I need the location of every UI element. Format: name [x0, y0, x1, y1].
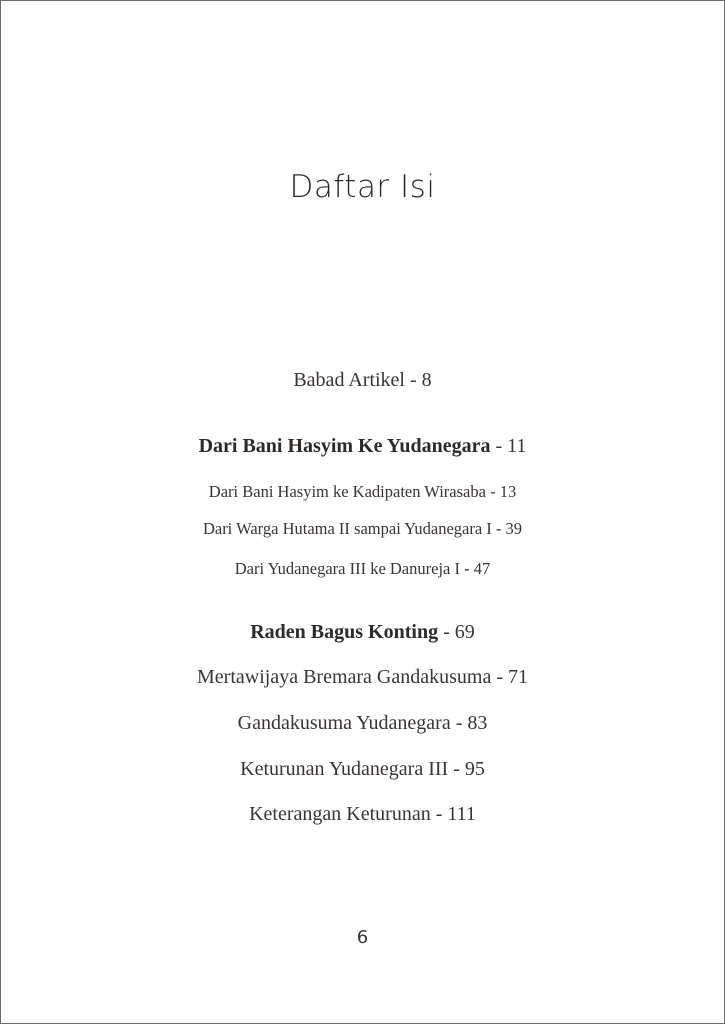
toc-separator: -	[448, 758, 465, 780]
page-title: Daftar Isi	[289, 169, 436, 205]
toc-section-raden-bagus-konting	[1, 619, 724, 645]
toc-entry-page: 11	[507, 435, 527, 457]
toc-separator: -	[490, 435, 508, 457]
toc-section-label: Dari Bani Hasyim Ke Yudanegara	[198, 435, 491, 457]
toc-separator: -	[430, 803, 448, 825]
toc-entry-label: Dari Bani Hasyim ke Kadipaten Wirasaba	[208, 482, 486, 501]
toc-subentry-danureja	[1, 558, 724, 580]
toc-separator: -	[438, 621, 455, 643]
toc-entry-label: Keterangan Keturunan	[249, 803, 431, 825]
toc-separator: -	[491, 666, 508, 688]
toc-entry-mertawijaya	[1, 664, 724, 690]
toc-subentry-warga-hutama	[1, 518, 724, 540]
toc-entry-label: Dari Warga Hutama II sampai Yudanegara I	[202, 519, 492, 538]
toc-separator: -	[491, 519, 506, 538]
toc-entry-page: 83	[467, 712, 488, 734]
toc-entry-page: 47	[473, 559, 491, 578]
toc-entry-page: 111	[447, 803, 476, 825]
toc-entry-label: Gandakusuma Yudanegara	[237, 712, 451, 734]
toc-entry-page: 69	[454, 621, 475, 643]
toc-entry-keterangan-keturunan	[1, 801, 724, 827]
toc-section-dari-bani-hasyim	[1, 433, 724, 459]
toc-entry-label: Mertawijaya Bremara Gandakusuma	[197, 666, 492, 688]
toc-entry-label: Babad Artikel	[293, 369, 405, 391]
toc-entry-page: 71	[508, 666, 528, 688]
toc-separator: -	[450, 712, 468, 734]
toc-subentry-kadipaten-wirasaba	[1, 481, 724, 503]
toc-entry-babad-artikel	[1, 367, 724, 393]
page-number: 6	[356, 927, 369, 948]
toc-entry-keturunan-yudanegara	[1, 756, 724, 782]
toc-entry-page: 95	[464, 758, 485, 780]
toc-entry-page: 13	[499, 482, 517, 501]
toc-entry-label: Keturunan Yudanegara III	[240, 758, 449, 780]
toc-separator: -	[404, 369, 422, 391]
toc-separator: -	[459, 559, 474, 578]
toc-entry-page: 8	[421, 369, 432, 391]
toc-separator: -	[485, 482, 500, 501]
toc-entry-label: Dari Yudanegara III ke Danureja I	[234, 559, 460, 578]
toc-section-label: Raden Bagus Konting	[250, 621, 439, 643]
toc-entry-gandakusuma	[1, 710, 724, 736]
toc-entry-page: 39	[505, 519, 523, 538]
